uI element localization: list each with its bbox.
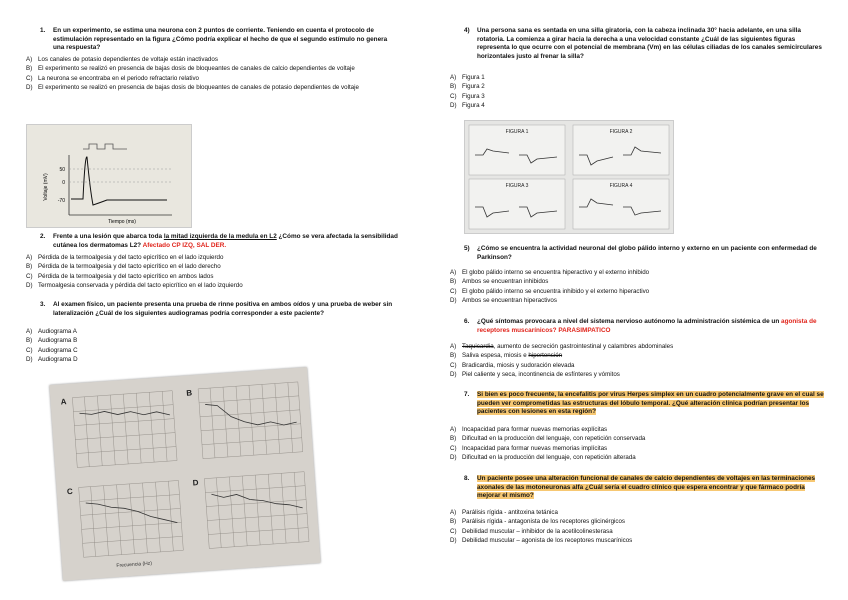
fig-xlabel: Tiempo (ms) (108, 219, 136, 225)
audiogram-label-d: D (192, 478, 199, 488)
vestibular-plots (465, 121, 673, 233)
q1-option-d[interactable]: D) El experimento se realizó en presencia de bajas dosis de bloqueantes de canales de potasio dependientes de voltaje (26, 83, 359, 91)
q7-question (464, 391, 826, 417)
q2-underlined: la mitad izquierda de la medula en L2 (163, 233, 277, 240)
audiogram-figure (49, 367, 320, 581)
audiogram-xlabel: Frecuencia (Hz) (116, 560, 153, 569)
audiogram-grid (49, 367, 320, 581)
q3-option-a[interactable]: A) Audiograma A (26, 328, 77, 335)
q4-option-b[interactable]: B) Figura 2 (450, 83, 485, 91)
q6-question: 6. ¿Qué síntomas provocara a nivel del sistema nervioso autónomo la administración sistémica de un agonista de receptores muscarínicos? PARASIMPATICO (464, 318, 817, 334)
q5-option-d[interactable]: D) Ambos se encuentran hiperactivos (450, 296, 557, 304)
q3-option-c[interactable]: C) Audiograma C (26, 346, 78, 354)
q7-text: Si bien es poco frecuente, la encefalitis por virus Herpes simplex en un cuadro potencialmente grave en el cual se pueden ver comprometidas las estructuras del lóbulo temporal. ¿Qué alteración clínica podrían presentar los pacientes con lesiones en esta región? (477, 391, 824, 416)
fig-tick-70: -70 (57, 198, 65, 204)
q2-option-a[interactable]: A) Pérdida de la termoalgesia y del tacto epicrítico en el lado izquierdo (26, 254, 224, 261)
q3-option-d[interactable]: D) Audiograma D (26, 355, 78, 363)
q2-number: 2. (40, 233, 46, 240)
q8-option-b[interactable]: B) Parálisis rígida - antagonista de los receptores glicinérgicos (450, 518, 626, 526)
q6-number: 6. (464, 318, 470, 325)
q4-options (450, 73, 820, 110)
audiogram-label-b: B (186, 388, 193, 398)
q2-option-c[interactable]: C) Pérdida de la termoalgesia y del tacto epicrítico en ambos lados (26, 272, 214, 280)
q7-option-b[interactable]: B) Dificultad en la producción del lenguaje, con repetición conservada (450, 435, 646, 443)
figure-3-label: FIGURA 3 (505, 183, 529, 189)
q2-question: 2. Frente a una lesión que abarca toda la mitad izquierda de la medula en L2 ¿Cómo se vera afectada la sensibilidad cutánea los dermatomas L2? Afectado CP IZQ, SAL DER. (40, 233, 398, 249)
q3-option-b[interactable]: B) Audiograma B (26, 337, 78, 345)
audiogram-label-a: A (60, 397, 67, 407)
q1-option-c[interactable]: C) La neurona se encontraba en el periodo refractario relativo (26, 74, 199, 82)
q4-option-c[interactable]: C) Figura 3 (450, 92, 485, 100)
q3-text: Al examen físico, un paciente presenta una prueba de rinne positiva en ambos oídos y una prueba de weber sin lateralización ¿Cuál de los siguientes audiogramas podría corresponder a este paciente? (53, 301, 393, 317)
audiogram-label-c: C (66, 486, 74, 497)
q6-options (450, 342, 820, 379)
figure-4-label: FIGURA 4 (609, 183, 633, 189)
q7-number: 7. (464, 391, 470, 398)
q6-option-a[interactable]: A) Taquicardia, aumento de secreción gastrointestinal y calambres abdominales (450, 343, 674, 350)
q5-option-a[interactable]: A) El globo pálido interno se encuentra hiperactivo y el externo inhibido (450, 269, 650, 276)
q4-question (464, 27, 824, 61)
q8-question (464, 475, 826, 501)
q6-option-c[interactable]: C) Bradicardia, miosis y sudoración elevada (450, 361, 575, 369)
q1-text: En un experimento, se estima una neurona con 2 puntos de corriente. Teniendo en cuenta el protocolo de estimulación representado en la figura ¿Cómo podría explicar el hecho de que el segundo estímulo no genera una respuesta? (53, 27, 388, 52)
q1-options (26, 55, 396, 92)
q6-option-b[interactable]: B) Saliva espesa, miosis e hipertensión (450, 352, 563, 360)
q2-answer-note: Afectado CP IZQ, SAL DER. (142, 241, 227, 249)
q8-number: 8. (464, 475, 470, 482)
q1-option-a[interactable]: A) Los canales de potasio dependientes de voltaje están inactivados (26, 56, 218, 63)
q2-option-d[interactable]: D) Termoalgesia conservada y pérdida del tacto epicrítico en el lado izquierdo (26, 281, 243, 289)
q2-options (26, 253, 396, 290)
q4-option-d[interactable]: D) Figura 4 (450, 101, 485, 109)
q8-option-d[interactable]: D) Debilidad muscular – agonista de los receptores muscarínicos (450, 536, 633, 544)
q6-option-d[interactable]: D) Piel caliente y seca, incontinencia de esfínteres y vómitos (450, 370, 620, 378)
q2-option-b[interactable]: B) Pérdida de la termoalgesia y del tacto epicrítico en el lado derecho (26, 263, 221, 271)
q4-text: Una persona sana es sentada en una silla giratoria, con la cabeza inclinada 30° hacia adelante, en una silla rotatoria. La comienza a girar hacia la derecha a una velocidad constante ¿Cuál de las siguientes figuras representa lo que ocurre con el potencial de membrana (Vm) en las células ciliadas de los canales semicirculares horizontales justo al frenar la silla? (477, 27, 822, 60)
q5-option-c[interactable]: C) El globo pálido interno se encuentra inhibido y el externo hiperactivo (450, 287, 650, 295)
vestibular-figure (464, 120, 674, 234)
q1-number: 1. (40, 27, 46, 34)
q5-option-b[interactable]: B) Ambos se encuentran inhibidos (450, 278, 549, 286)
q3-number: 3. (40, 301, 46, 308)
q6-highlight-red: agonista de receptores muscarínicos? PARASIMPATICO (477, 318, 817, 334)
q7-option-c[interactable]: C) Incapacidad para formar nuevas memorias implícitas (450, 444, 608, 452)
fig-ylabel: Voltaje (mV) (43, 173, 49, 201)
q5-text: ¿Cómo se encuentra la actividad neuronal del globo pálido interno y externo en un paciente con enfermedad de Parkinson? (477, 245, 817, 261)
fig-tick-50: 50 (59, 167, 65, 173)
q3-options (26, 327, 396, 364)
q8-options (450, 508, 820, 545)
q5-options (450, 268, 820, 305)
q4-option-a[interactable]: A) Figura 1 (450, 74, 485, 81)
q7-option-d[interactable]: D) Dificultad en la producción del lenguaje, con repetición alterada (450, 453, 636, 461)
q5-number: 5) (464, 245, 470, 252)
q1-option-b[interactable]: B) El experimento se realizó en presencia de bajas dosis de bloqueantes de canales de calcio dependientes de voltaje (26, 65, 355, 73)
q5-question (464, 245, 826, 262)
action-potential-plot (27, 125, 191, 227)
q7-option-a[interactable]: A) Incapacidad para formar nuevas memorias explícitas (450, 426, 608, 433)
fig-tick-0: 0 (62, 180, 65, 186)
action-potential-figure (26, 124, 192, 228)
q8-text: Un paciente posee una alteración funcional de canales de calcio dependientes de voltajes en las terminaciones axonales de las motoneuronas alfa ¿Cuál sería el cuadro clínico que espera encontrar y que fármaco podría mejorar el mismo? (477, 475, 816, 500)
q4-number: 4) (464, 27, 470, 34)
q8-option-a[interactable]: A) Parálisis rígida - antitoxina tetánica (450, 509, 558, 516)
q3-question (40, 301, 400, 318)
figure-2-label: FIGURA 2 (609, 129, 633, 135)
q7-options (450, 425, 820, 462)
q1-question (40, 27, 400, 53)
figure-1-label: FIGURA 1 (505, 129, 529, 135)
q8-option-c[interactable]: C) Debilidad muscular – inhibidor de la acetilcolinesterasa (450, 527, 613, 535)
